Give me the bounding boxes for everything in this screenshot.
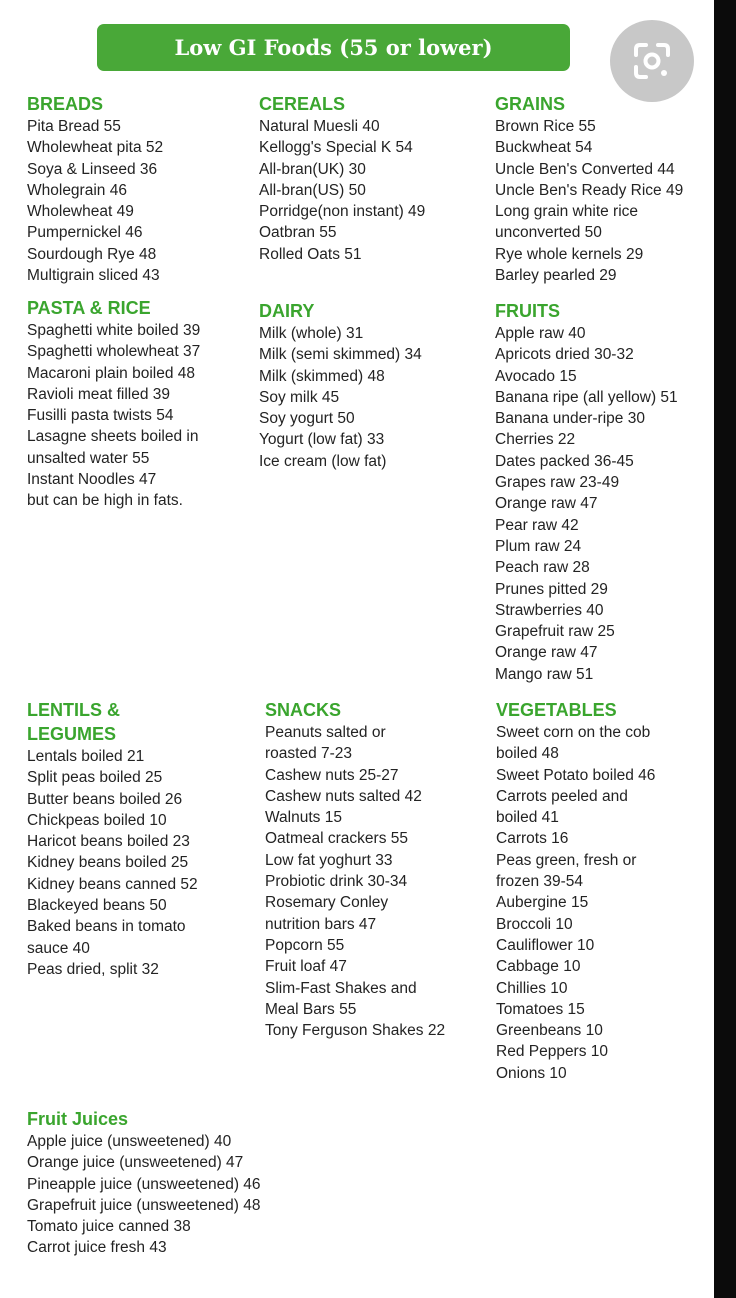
- food-item: Carrots peeled and: [496, 787, 628, 805]
- food-item: Apple juice (unsweetened) 40: [27, 1133, 232, 1150]
- food-item: Broccoli 10: [496, 915, 573, 933]
- title-banner: [97, 24, 570, 71]
- food-item: frozen 39-54: [496, 873, 584, 891]
- food-item: boiled 41: [496, 809, 559, 827]
- food-item: Porridge(non instant) 49: [259, 203, 426, 221]
- section-cereals: [259, 92, 425, 265]
- google-lens-icon: [630, 39, 674, 83]
- food-item: Meal Bars 55: [265, 1000, 357, 1018]
- item-list: [27, 1131, 261, 1259]
- food-item: Grapefruit raw 25: [495, 623, 615, 641]
- food-item: Aubergine 15: [496, 894, 589, 912]
- food-item: Probiotic drink 30-34: [265, 873, 408, 891]
- item-list: [495, 116, 683, 286]
- food-item: Baked beans in tomato: [27, 918, 186, 936]
- food-item: All-bran(US) 50: [259, 181, 366, 199]
- food-item: Uncle Ben's Converted 44: [495, 160, 675, 178]
- food-item: Tomatoes 15: [496, 1000, 585, 1018]
- food-item: Cauliflower 10: [496, 936, 595, 954]
- food-item: Cashew nuts 25-27: [265, 766, 399, 784]
- food-item: Spaghetti wholewheat 37: [27, 343, 201, 361]
- food-item: Orange raw 47: [495, 644, 598, 662]
- food-item: Soya & Linseed 36: [27, 160, 158, 178]
- food-item: Chickpeas boiled 10: [27, 811, 167, 829]
- food-item: Walnuts 15: [265, 809, 342, 827]
- food-item: Pumpernickel 46: [27, 224, 143, 242]
- food-item: Rosemary Conley: [265, 894, 389, 912]
- food-item: Cabbage 10: [496, 958, 581, 976]
- section-fruits: [495, 299, 678, 685]
- lens-button[interactable]: [610, 20, 694, 102]
- food-item: Strawberries 40: [495, 601, 604, 619]
- section-pasta-rice: [27, 296, 200, 512]
- food-item: Fruit loaf 47: [265, 958, 347, 976]
- food-item: Tomato juice canned 38: [27, 1218, 191, 1236]
- food-item: Haricot beans boiled 23: [27, 833, 190, 851]
- food-item: Mango raw 51: [495, 665, 594, 683]
- section-heading: BREADS: [27, 94, 104, 114]
- food-item: Wholegrain 46: [27, 181, 127, 199]
- food-item: Banana under-ripe 30: [495, 410, 645, 428]
- food-item: Grapes raw 23-49: [495, 474, 620, 492]
- food-item: Soy yogurt 50: [259, 410, 355, 428]
- food-item: Plum raw 24: [495, 537, 582, 555]
- food-item: Long grain white rice: [495, 203, 639, 221]
- food-item: Milk (semi skimmed) 34: [259, 346, 422, 364]
- food-item: Banana ripe (all yellow) 51: [495, 388, 678, 406]
- food-item: Rye whole kernels 29: [495, 245, 644, 263]
- section-dairy: [259, 299, 422, 472]
- food-item: Dates packed 36-45: [495, 452, 634, 470]
- section-grains: [495, 92, 683, 286]
- food-item: but can be high in fats.: [27, 492, 183, 510]
- food-item: Oatmeal crackers 55: [265, 830, 408, 848]
- section-heading: VEGETABLES: [496, 700, 617, 720]
- food-item: Brown Rice 55: [495, 118, 596, 135]
- food-item: boiled 48: [496, 745, 559, 763]
- food-item: Yogurt (low fat) 33: [259, 431, 385, 449]
- food-item: Peanuts salted or: [265, 724, 386, 741]
- food-item: Cashew nuts salted 42: [265, 787, 422, 805]
- section-heading: CEREALS: [259, 94, 346, 114]
- screen-edge: [714, 0, 736, 1298]
- item-list: [259, 323, 422, 472]
- food-item: Orange raw 47: [495, 495, 598, 513]
- section-heading: Fruit Juices: [27, 1109, 129, 1129]
- food-item: Lentals boiled 21: [27, 748, 145, 765]
- food-item: Grapefruit juice (unsweetened) 48: [27, 1196, 261, 1214]
- food-item: nutrition bars 47: [265, 915, 377, 933]
- food-item: Pita Bread 55: [27, 118, 121, 135]
- food-item: Peas dried, split 32: [27, 960, 159, 978]
- food-item: Wholewheat pita 52: [27, 139, 164, 157]
- food-item: Apricots dried 30-32: [495, 346, 634, 364]
- section-snacks: [265, 698, 445, 1041]
- food-item: Peas green, fresh or: [496, 851, 637, 869]
- section-heading: DAIRY: [259, 301, 315, 321]
- food-item: sauce 40: [27, 939, 90, 957]
- food-item: Onions 10: [496, 1064, 567, 1082]
- food-item: Sourdough Rye 48: [27, 245, 157, 263]
- food-item: Orange juice (unsweetened) 47: [27, 1154, 244, 1172]
- food-item: Milk (skimmed) 48: [259, 367, 385, 385]
- food-item: Split peas boiled 25: [27, 769, 163, 787]
- food-item: Chillies 10: [496, 979, 568, 997]
- page-title: Low GI Foods (55 or lower): [174, 35, 493, 60]
- food-item: Peach raw 28: [495, 559, 590, 577]
- food-item: Slim-Fast Shakes and: [265, 979, 417, 997]
- food-item: Buckwheat 54: [495, 139, 593, 157]
- food-item: Spaghetti white boiled 39: [27, 322, 201, 339]
- section-lentils-legumes: [27, 698, 198, 980]
- item-list: [27, 746, 198, 980]
- food-item: Natural Muesli 40: [259, 118, 380, 135]
- food-item: Prunes pitted 29: [495, 580, 608, 598]
- section-heading: FRUITS: [495, 301, 560, 321]
- food-item: Macaroni plain boiled 48: [27, 364, 196, 382]
- item-list: [27, 320, 200, 512]
- food-item: Instant Noodles 47: [27, 471, 157, 489]
- food-item: Rolled Oats 51: [259, 245, 362, 263]
- food-item: Soy milk 45: [259, 388, 340, 406]
- food-item: Carrot juice fresh 43: [27, 1239, 167, 1257]
- section-fruit-juices: [27, 1107, 261, 1259]
- food-item: Pineapple juice (unsweetened) 46: [27, 1175, 261, 1193]
- food-item: Carrots 16: [496, 830, 569, 848]
- food-item: Kidney beans boiled 25: [27, 854, 189, 872]
- food-item: Ice cream (low fat): [259, 452, 387, 470]
- food-item: Kidney beans canned 52: [27, 875, 198, 893]
- food-item: All-bran(UK) 30: [259, 160, 366, 178]
- section-vegetables: [496, 698, 655, 1084]
- food-item: Avocado 15: [495, 367, 577, 385]
- section-heading: PASTA & RICE: [27, 298, 151, 318]
- food-item: Uncle Ben's Ready Rice 49: [495, 181, 684, 199]
- food-item: unconverted 50: [495, 224, 602, 242]
- food-item: Red Peppers 10: [496, 1043, 609, 1061]
- food-item: Barley pearled 29: [495, 267, 617, 285]
- section-heading: GRAINS: [495, 94, 566, 114]
- section-breads: [27, 92, 163, 286]
- food-item: Blackeyed beans 50: [27, 897, 167, 915]
- food-item: Fusilli pasta twists 54: [27, 407, 174, 425]
- section-heading: LEGUMES: [27, 724, 117, 744]
- food-item: Sweet Potato boiled 46: [496, 766, 656, 784]
- food-item: roasted 7-23: [265, 745, 353, 763]
- section-heading: LENTILS &: [27, 700, 120, 720]
- item-list: [259, 116, 425, 265]
- food-item: Kellogg's Special K 54: [259, 139, 413, 157]
- food-item: Sweet corn on the cob: [496, 724, 651, 741]
- food-item: Pear raw 42: [495, 516, 579, 534]
- food-item: Greenbeans 10: [496, 1022, 603, 1040]
- food-item: Lasagne sheets boiled in: [27, 428, 199, 446]
- section-heading: SNACKS: [265, 700, 342, 720]
- item-list: [27, 116, 163, 286]
- food-item: Butter beans boiled 26: [27, 790, 183, 808]
- food-item: Multigrain sliced 43: [27, 267, 160, 285]
- food-item: Apple raw 40: [495, 325, 586, 342]
- food-item: Oatbran 55: [259, 224, 337, 242]
- item-list: [496, 722, 655, 1084]
- food-item: Ravioli meat filled 39: [27, 385, 171, 403]
- item-list: [265, 722, 445, 1041]
- food-item: Cherries 22: [495, 431, 576, 449]
- food-item: unsalted water 55: [27, 449, 150, 467]
- food-item: Low fat yoghurt 33: [265, 851, 393, 869]
- food-item: Wholewheat 49: [27, 203, 134, 221]
- food-item: Milk (whole) 31: [259, 325, 364, 342]
- food-item: Tony Ferguson Shakes 22: [265, 1022, 446, 1040]
- item-list: [495, 323, 678, 685]
- food-item: Popcorn 55: [265, 936, 345, 954]
